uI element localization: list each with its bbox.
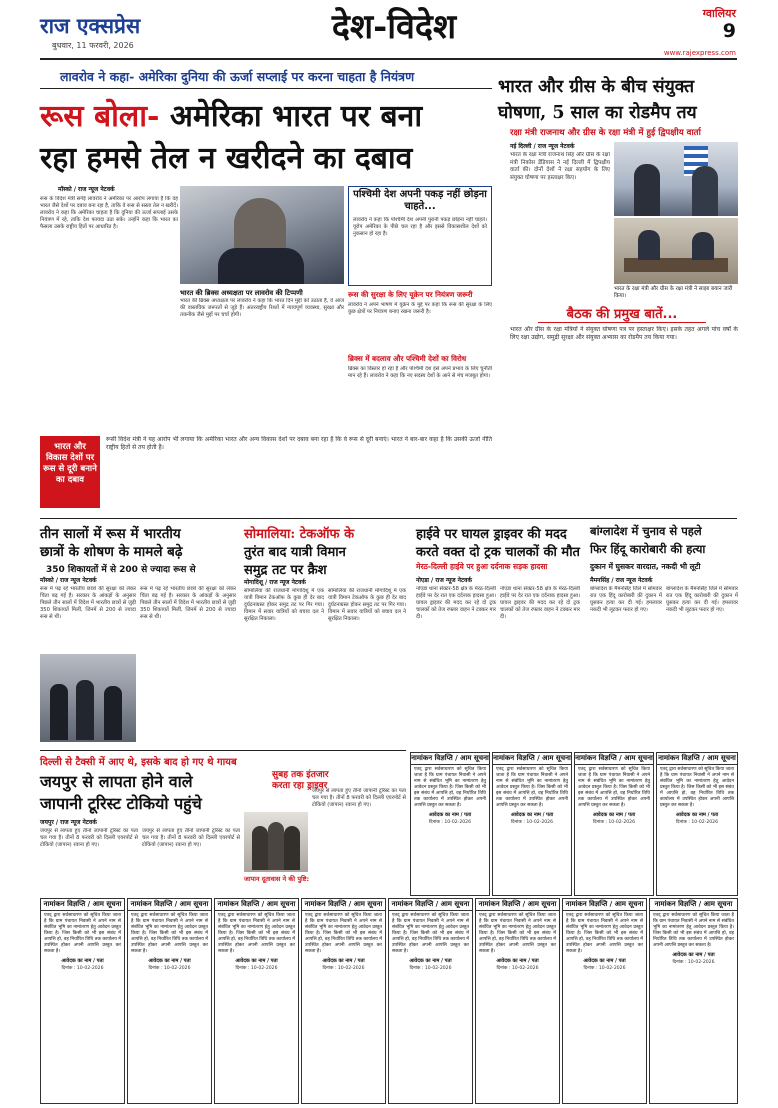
russia-headline-line2: रहा हमसे तेल न खरीदने का दबाव [40,141,413,176]
notice-1-date: दिनांक : 10-02-2026 [428,820,472,825]
highway-headline-line2: करते वक्त दो ट्रक चालकों की मौत [416,545,580,560]
students-body-col2: रूस में पढ़ रहे भारतीय छात्रों की सुरक्षा को लेकर चिंता बढ़ गई है। सरकार के आंकड़ों के अनुसार पिछले तीन सालों में विदेश में भारतीय छात्रों से जुड़ी 350 शिकायतें मिलीं, जिनमें से 200 से ज्यादा रूस से थीं। [140,586,236,620]
highway-body-col2: नोएडा थाना सेक्टर-58 क्षेत्र के मेरठ-दिल्ली हाईवे पर देर रात एक दर्दनाक हादसा हुआ। घायल ड्राइवर की मदद कर रहे दो ट्रक चालकों को तेज रफ्तार वाहन ने टक्कर मार दी। [500,586,580,620]
notice-6 [127,898,212,1104]
notice-4-body: एतद् द्वारा सर्वसाधारण को सूचित किया जाता है कि ग्राम पंचायत निवासी ने अपने नाम से संबंधित भूमि का नामांतरण हेतु आवेदन प्रस्तुत किया है। जिस किसी को भी इस संबंध में आपत्ति हो, वह निर्धारित तिथि तक कार्यालय में उपस्थित होकर अपनी आपत्ति प्रस्तुत कर सकता है। [660,767,734,808]
japan-side: सुबह तक इंतजार करता रहा ड्राइवर [272,770,329,791]
greece-headline-line2: घोषणा, 5 साल का रोडमैप तय [498,103,697,123]
police-3 [104,686,122,740]
notice-7 [214,898,299,1104]
russia-body-col1: रूस के विदेश मंत्री सर्गेई लावरोव ने अमेरिका पर आरोप लगाया है कि वह भारत जैसे देशों पर दबाव बना रहा है, ताकि वे रूस से सस्ता तेल न खरीदें। लावरोव ने कहा कि अमेरिका चाहता है कि दुनिया की ऊर्जा सप्लाई उसके नियंत्रण में रहे, ताकि देश फायदा उठा सके। उन्होंने कहा कि भारत का फैसला उसके राष्ट्रीय हितों पर आधारित है। [40,196,178,230]
japan-kicker: दिल्ली से टैक्सी में आए थे, इसके बाद हो गए थे गायब [40,757,237,768]
japan-body: जयपुर से लापता हुए तीनों जापानी टूरिस्ट का पता चल गया है। तीनों 8 फरवरी को दिल्ली एयरपोर्ट से टोकियो (जापान) रवाना हो गए। [40,828,138,848]
greece-photo-bottom [614,218,738,284]
notice-8-officer: आवेदक का नाम / पता [322,958,365,964]
students-deck: 350 शिकायतों में से 200 से ज्यादा रूस से [46,565,196,575]
somalia-headline-line3: समुद्र तट पर क्रैश [244,563,327,578]
notice-5 [40,898,125,1104]
notice-2-body: एतद् द्वारा सर्वसाधारण को सूचित किया जाता है कि ग्राम पंचायत निवासी ने अपने नाम से संबंधित भूमि का नामांतरण हेतु आवेदन प्रस्तुत किया है। जिस किसी को भी इस संबंध में आपत्ति हो, वह निर्धारित तिथि तक कार्यालय में उपस्थित होकर अपनी आपत्ति प्रस्तुत कर सकता है। [496,767,568,808]
row-divider-2 [40,750,406,751]
russia-headline-red: रूस बोला- [40,99,170,134]
japan-byline: जयपुर / राज न्यूज नेटवर्क [40,819,97,826]
notice-1-body: एतद् द्वारा सर्वसाधारण को सूचित किया जाता है कि ग्राम पंचायत निवासी ने अपने नाम से संबंधित भूमि का नामांतरण हेतु आवेदन प्रस्तुत किया है। जिस किसी को भी इस संबंध में आपत्ति हो, वह निर्धारित तिथि तक कार्यालय में उपस्थित होकर अपनी आपत्ति प्रस्तुत कर सकता है। [414,767,486,808]
somalia-headline-line2: तुरंत बाद यात्री विमान [244,545,346,560]
row-divider-1 [40,518,737,519]
somalia-body-col2: सोमालिया की राजधानी मोगादिशू में एक यात्री विमान टेकऑफ के कुछ ही देर बाद दुर्घटनाग्रस्त होकर समुद्र तट पर गिर गया। विमान में सवार यात्रियों को बचाव दल ने सुरक्षित निकाला। [328,588,406,622]
notice-7-officer: आवेदक का नाम / पता [235,958,278,964]
tourist-1 [252,826,268,870]
notice-6-date: दिनांक : 10-02-2026 [148,966,191,971]
highway-headline-line1: हाईवे पर घायल ड्राइवर की मदद [416,527,567,542]
japan-photo [244,812,308,872]
somalia-story [242,520,406,748]
russia-byline: मॉस्को / राज न्यूज नेटवर्क [58,186,115,193]
greece-person-4 [692,232,714,260]
russia-side-box [40,436,100,508]
japan-story [40,752,406,896]
notice-10-officer: आवेदक का नाम / पता [496,958,539,964]
notice-11-heading: नामांकन विज्ञप्ति / आम सूचना [563,899,646,911]
paper-name: राज एक्सप्रेस [40,13,141,38]
notice-9 [388,898,473,1104]
russia-box-title: पश्चिमी देश अपनी पकड़ नहीं छोड़ना चाहते... [353,189,487,212]
notice-11-officer: आवेदक का नाम / पता [583,958,626,964]
notice-10-date: दिनांक : 10-02-2026 [496,966,539,971]
greece-table [624,258,728,272]
greece-person-3 [638,230,660,260]
notice-1-heading: नामांकन विज्ञप्ति / आम सूचना [411,753,489,765]
greece-headline-line1: भारत और ग्रीस के बीच संयुक्त [498,77,695,97]
bangladesh-deck: दुकान में घुसकर वारदात, नकदी भी लूटी [590,562,701,571]
russia-side-box-text: भारत और विकास देशों पर रूस से दूरी बनाने का दबाव [43,442,97,485]
lavrov-photo [180,186,344,284]
japan-headline-line1: जयपुर से लापता होने वाले [40,772,193,791]
notice-8 [301,898,386,1104]
issue-date: बुधवार, 11 फरवरी, 2026 [52,41,134,50]
bangladesh-story [586,520,738,748]
bangladesh-body-col2: बांग्लादेश के मैमनसिंह जिले में सोमवार रात एक हिंदू कारोबारी की दुकान में घुसकर हत्या कर दी गई। हमलावर नकदी भी लूटकर फरार हो गए। [666,586,738,613]
russia-box-body: लावरोव ने कहा कि पश्चिमी देश अपनी पुरानी पकड़ छोड़ना नहीं चाहते। यूरोप अमेरिका के पीछे चल रहा है और इससे विकासशील देशों को नुकसान हो रहा है। [353,217,487,237]
notice-4-heading: नामांकन विज्ञप्ति / आम सूचना [657,753,737,765]
tourist-3 [284,826,300,870]
japan-headline-line2: जापानी टूरिस्ट टोकियो पहुंचे [40,794,202,813]
russia-photo-caption: भारत की ब्रिक्स अध्यक्षता पर लावरोव की टिप्पणी [180,289,303,297]
students-story [40,520,236,748]
notice-8-heading: नामांकन विज्ञप्ति / आम सूचना [302,899,385,911]
notice-9-officer: आवेदक का नाम / पता [409,958,452,964]
notice-9-heading: नामांकन विज्ञप्ति / आम सूचना [389,899,472,911]
russia-sub1: रूस की सुरक्षा के लिए यूक्रेन पर नियंत्रण जरूरी [348,290,473,299]
notice-5-date: दिनांक : 10-02-2026 [61,966,104,971]
notice-2-officer: आवेदक का नाम / पता [510,812,554,818]
greece-box-title: बैठक की प्रमुख बातें... [538,304,706,323]
notice-8-date: दिनांक : 10-02-2026 [322,966,365,971]
notices-bottom [40,898,738,1104]
notice-4 [656,752,738,896]
notice-7-date: दिनांक : 10-02-2026 [235,966,278,971]
notice-9-date: दिनांक : 10-02-2026 [409,966,452,971]
greece-body-col1: भारत के रक्षा मंत्री राजनाथ सिंह और ग्रीस के रक्षा मंत्री निकोस डेंडियास ने नई दिल्ली में द्विपक्षीय वार्ता की। दोनों देशों ने रक्षा सहयोग के लिए संयुक्त घोषणा पर हस्ताक्षर किए। [510,152,610,181]
notice-8-body: एतद् द्वारा सर्वसाधारण को सूचित किया जाता है कि ग्राम पंचायत निवासी ने अपने नाम से संबंधित भूमि का नामांतरण हेतु आवेदन प्रस्तुत किया है। जिस किसी को भी इस संबंध में आपत्ति हो, वह निर्धारित तिथि तक कार्यालय में उपस्थित होकर अपनी आपत्ति प्रस्तुत कर सकता है। [305,913,382,954]
students-headline-line2: छात्रों के शोषण के मामले बढ़े [40,544,183,560]
bangladesh-byline: मैमनसिंह / राज न्यूज नेटवर्क [590,577,653,584]
notice-12-officer: आवेदक का नाम / पता [672,952,715,958]
russia-sub2: ब्रिक्स में बदलाव और पश्चिमी देशों का विरोध [348,354,467,363]
greece-photo-caption: भारत के रक्षा मंत्री और ग्रीस के रक्षा मंत्री ने साझा बयान जारी किया। [614,286,733,299]
students-photo [40,654,136,742]
masthead-rule [40,58,737,60]
bangladesh-headline-line2: फिर हिंदू कारोबारी की हत्या [590,542,706,556]
highway-story [410,520,580,748]
bangladesh-headline-line1: बांग्लादेश में चुनाव से पहले [590,524,702,538]
notice-5-officer: आवेदक का नाम / पता [61,958,104,964]
notice-11 [562,898,647,1104]
notice-2 [492,752,572,896]
notice-6-heading: नामांकन विज्ञप्ति / आम सूचना [128,899,211,911]
students-headline-line1: तीन सालों में रूस में भारतीय [40,526,181,542]
japan-body-col3: जयपुर से लापता हुए तीनों जापानी टूरिस्ट का पता चल गया है। तीनों 8 फरवरी को दिल्ली एयरपोर्ट से टोकियो (जापान) रवाना हो गए। [312,788,406,808]
kicker-rule [40,88,492,89]
russia-box [348,186,492,286]
greece-person-1 [634,164,660,216]
notice-1-officer: आवेदक का नाम / पता [428,812,472,818]
notice-3-officer: आवेदक का नाम / पता [592,812,636,818]
notice-4-officer: आवेदक का नाम / पता [675,812,719,818]
notice-12-body: एतद् द्वारा सर्वसाधारण को सूचित किया जाता है कि ग्राम पंचायत निवासी ने अपने नाम से संबंधित भूमि का नामांतरण हेतु आवेदन प्रस्तुत किया है। जिस किसी को भी इस संबंध में आपत्ति हो, वह निर्धारित तिथि तक कार्यालय में उपस्थित होकर अपनी आपत्ति प्रस्तुत कर सकता है। [653,913,734,948]
greece-story [498,64,738,516]
notice-4-date: दिनांक : 10-02-2026 [675,820,719,825]
russia-story [40,64,492,516]
notice-3 [574,752,654,896]
somalia-byline: मोगादिशू / राज न्यूज नेटवर्क [244,579,306,586]
japan-body-col2: जयपुर से लापता हुए तीनों जापानी टूरिस्ट का पता चल गया है। तीनों 8 फरवरी को दिल्ली एयरपोर्ट से टोकियो (जापान) रवाना हो गए। [142,828,240,848]
notice-6-body: एतद् द्वारा सर्वसाधारण को सूचित किया जाता है कि ग्राम पंचायत निवासी ने अपने नाम से संबंधित भूमि का नामांतरण हेतु आवेदन प्रस्तुत किया है। जिस किसी को भी इस संबंध में आपत्ति हो, वह निर्धारित तिथि तक कार्यालय में उपस्थित होकर अपनी आपत्ति प्रस्तुत कर सकता है। [131,913,208,954]
notice-11-body: एतद् द्वारा सर्वसाधारण को सूचित किया जाता है कि ग्राम पंचायत निवासी ने अपने नाम से संबंधित भूमि का नामांतरण हेतु आवेदन प्रस्तुत किया है। जिस किसी को भी इस संबंध में आपत्ति हो, वह निर्धारित तिथि तक कार्यालय में उपस्थित होकर अपनी आपत्ति प्रस्तुत कर सकता है। [566,913,643,954]
notice-1 [410,752,490,896]
highway-deck: मेरठ-दिल्ली हाईवे पर हुआ दर्दनाक सड़क हादसा [416,562,548,571]
russia-body-col3b: ब्रिक्स का विस्तार हो रहा है और पश्चिमी देश इसे अपने प्रभाव के लिए चुनौती मान रहे हैं। लावरोव ने कहा कि नए सदस्य देशों के आने से मंच मजबूत होगा। [348,366,492,379]
somalia-body: सोमालिया की राजधानी मोगादिशू में एक यात्री विमान टेकऑफ के कुछ ही देर बाद दुर्घटनाग्रस्त होकर समुद्र तट पर गिर गया। विमान में सवार यात्रियों को बचाव दल ने सुरक्षित निकाला। [244,588,324,622]
notice-10-heading: नामांकन विज्ञप्ति / आम सूचना [476,899,559,911]
police-2 [76,680,94,740]
notice-9-body: एतद् द्वारा सर्वसाधारण को सूचित किया जाता है कि ग्राम पंचायत निवासी ने अपने नाम से संबंधित भूमि का नामांतरण हेतु आवेदन प्रस्तुत किया है। जिस किसी को भी इस संबंध में आपत्ति हो, वह निर्धारित तिथि तक कार्यालय में उपस्थित होकर अपनी आपत्ति प्रस्तुत कर सकता है। [392,913,469,954]
greece-photo-top [614,142,738,216]
photo-suit [218,248,304,284]
edition-city: ग्वालियर [702,7,736,20]
notice-6-officer: आवेदक का नाम / पता [148,958,191,964]
greece-byline: नई दिल्ली / राज न्यूज नेटवर्क [510,143,575,150]
notice-5-body: एतद् द्वारा सर्वसाधारण को सूचित किया जाता है कि ग्राम पंचायत निवासी ने अपने नाम से संबंधित भूमि का नामांतरण हेतु आवेदन प्रस्तुत किया है। जिस किसी को भी इस संबंध में आपत्ति हो, वह निर्धारित तिथि तक कार्यालय में उपस्थित होकर अपनी आपत्ति प्रस्तुत कर सकता है। [44,913,121,954]
notice-2-heading: नामांकन विज्ञप्ति / आम सूचना [493,753,571,765]
russia-kicker: लावरोव ने कहा- अमेरिका दुनिया की ऊर्जा सप्लाई पर करना चाहता है नियंत्रण [60,69,415,84]
page-number: 9 [722,20,736,42]
notice-12-heading: नामांकन विज्ञप्ति / आम सूचना [650,899,737,911]
masthead [0,0,778,62]
notice-10 [475,898,560,1104]
notice-11-date: दिनांक : 10-02-2026 [583,966,626,971]
notice-10-body: एतद् द्वारा सर्वसाधारण को सूचित किया जाता है कि ग्राम पंचायत निवासी ने अपने नाम से संबंधित भूमि का नामांतरण हेतु आवेदन प्रस्तुत किया है। जिस किसी को भी इस संबंध में आपत्ति हो, वह निर्धारित तिथि तक कार्यालय में उपस्थित होकर अपनी आपत्ति प्रस्तुत कर सकता है। [479,913,556,954]
notices-right [410,752,738,896]
notice-7-body: एतद् द्वारा सर्वसाधारण को सूचित किया जाता है कि ग्राम पंचायत निवासी ने अपने नाम से संबंधित भूमि का नामांतरण हेतु आवेदन प्रस्तुत किया है। जिस किसी को भी इस संबंध में आपत्ति हो, वह निर्धारित तिथि तक कार्यालय में उपस्थित होकर अपनी आपत्ति प्रस्तुत कर सकता है। [218,913,295,954]
greece-deck: रक्षा मंत्री राजनाथ और ग्रीस के रक्षा मंत्री में हुई द्विपक्षीय वार्ता [510,128,701,138]
students-body: रूस में पढ़ रहे भारतीय छात्रों की सुरक्षा को लेकर चिंता बढ़ गई है। सरकार के आंकड़ों के अनुसार पिछले तीन सालों में विदेश में भारतीय छात्रों से जुड़ी 350 शिकायतें मिलीं, जिनमें से 200 से ज्यादा रूस से थीं। [40,586,136,620]
russia-headline-line1 [40,94,492,135]
highway-byline: नोएडा / राज न्यूज नेटवर्क [416,577,472,584]
notice-2-date: दिनांक : 10-02-2026 [510,820,554,825]
notice-5-heading: नामांकन विज्ञप्ति / आम सूचना [41,899,124,911]
notice-3-body: एतद् द्वारा सर्वसाधारण को सूचित किया जाता है कि ग्राम पंचायत निवासी ने अपने नाम से संबंधित भूमि का नामांतरण हेतु आवेदन प्रस्तुत किया है। जिस किसी को भी इस संबंध में आपत्ति हो, वह निर्धारित तिथि तक कार्यालय में उपस्थित होकर अपनी आपत्ति प्रस्तुत कर सकता है। [578,767,650,808]
notice-3-heading: नामांकन विज्ञप्ति / आम सूचना [575,753,653,765]
russia-headline-black: अमेरिका भारत पर बना [169,99,423,134]
greece-person-2 [692,166,718,216]
russia-body-col2: भारत की ब्रिक्स अध्यक्षता पर लावरोव ने कहा कि भारत दिन मुद्दों को उठाता है, वे आज की वास्तविक जरूरतों से जुड़े हैं। अंतरराष्ट्रीय रिश्तों में न्यायपूर्ण व्यवस्था, सुरक्षा और तकनीक जैसे मुद्दों पर चर्चा होगी। [180,298,344,318]
police-1 [50,684,68,740]
students-byline: मॉस्को / राज न्यूज नेटवर्क [40,577,97,584]
russia-body-col3a: लावरोव ने अपने भाषण में यूक्रेन के मुद्दे पर कहा कि रूस की सुरक्षा के लिए कुछ क्षेत्रों पर नियंत्रण बनाए रखना जरूरी है। [348,302,492,315]
bangladesh-body: बांग्लादेश के मैमनसिंह जिले में सोमवार रात एक हिंदू कारोबारी की दुकान में घुसकर हत्या कर दी गई। हमलावर नकदी भी लूटकर फरार हो गए। [590,586,662,613]
japan-photo-caption: जापान दूतावास ने की पुष्टि: [244,875,310,883]
russia-body-bottom: रूसी विदेश मंत्री ने यह आरोप भी लगाया कि अमेरिका भारत और अन्य विकास देशों पर दबाव बना रहा है कि वे रूस से दूरी बनाएं। भारत ने बार-बार कहा है कि उसकी ऊर्जा नीति राष्ट्रीय हितों से तय होती है। [106,436,492,451]
section-title: देश-विदेश [331,7,457,47]
notice-12-date: दिनांक : 10-02-2026 [672,960,715,965]
somalia-headline-line1: सोमालिया: टेकऑफ के [244,527,355,542]
greece-body-col2: भारत और ग्रीस के रक्षा मंत्रियों ने संयुक्त घोषणा पत्र पर हस्ताक्षर किए। इसके तहत अगले पांच वर्षों के लिए रक्षा उद्योग, समुद्री सुरक्षा और संयुक्त अभ्यास का रोडमैप तय किया गया। [510,326,738,342]
notice-12 [649,898,738,1104]
notice-3-date: दिनांक : 10-02-2026 [592,820,636,825]
highway-body: नोएडा थाना सेक्टर-58 क्षेत्र के मेरठ-दिल्ली हाईवे पर देर रात एक दर्दनाक हादसा हुआ। घायल ड्राइवर की मदद कर रहे दो ट्रक चालकों को तेज रफ्तार वाहन ने टक्कर मार दी। [416,586,496,620]
site-url: www.rajexpress.com [663,49,736,57]
notice-7-heading: नामांकन विज्ञप्ति / आम सूचना [215,899,298,911]
tourist-2 [268,822,284,870]
